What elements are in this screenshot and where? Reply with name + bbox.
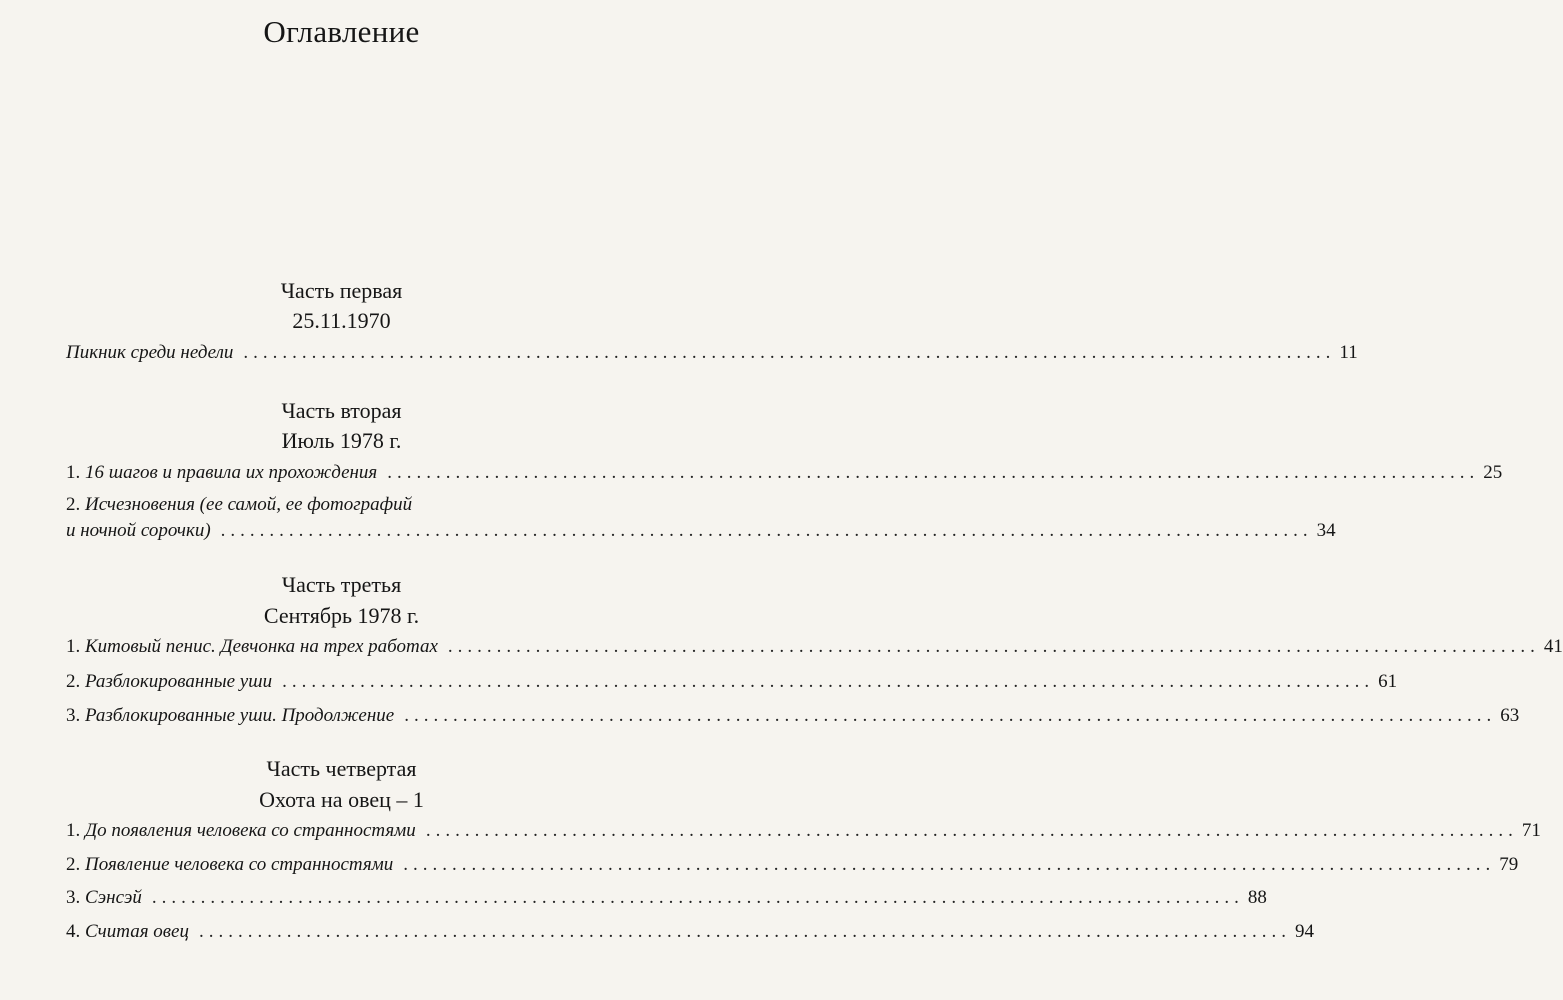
toc-entry-part1-1[interactable] [66, 340, 1358, 366]
entry-title: До появления человека со странностями [85, 820, 416, 841]
toc-entry-part2-1[interactable] [66, 460, 1503, 486]
entry-page-number: 63 [1500, 705, 1520, 726]
part-1-title: Часть первая [280, 278, 403, 303]
dot-leader: ................................................................................................................ [198, 921, 1291, 942]
entry-title-line2: и ночной сорочки) [66, 520, 211, 541]
toc-title: Оглавление [263, 14, 420, 49]
toc-entry-part3-1[interactable] [66, 634, 1563, 660]
dot-leader: ................................................................................................................ [447, 636, 1540, 657]
part-4-subtitle: Охота на овец – 1 [259, 787, 424, 812]
dot-leader: ................................................................................................................ [220, 520, 1313, 541]
entry-number: 4. [66, 921, 81, 942]
entry-number: 2. [66, 671, 81, 692]
toc-entry-part4-1[interactable] [66, 818, 1541, 844]
entry-title: Разблокированные уши. Продолжение [85, 705, 395, 726]
entry-title: Пикник среди недели [66, 342, 234, 363]
entry-title: Появление человека со странностями [85, 854, 394, 875]
entry-title-line1: Исчезновения (ее самой, ее фотографий [85, 494, 413, 515]
entry-number: 3. [66, 887, 81, 908]
entry-page-number: 41 [1543, 636, 1563, 657]
part-4-title: Часть четвертая [266, 756, 417, 781]
entry-number: 1. [66, 820, 81, 841]
toc-entry-part3-2[interactable] [66, 669, 1398, 695]
dot-leader: ................................................................................................................ [403, 854, 1496, 875]
entry-page-number: 71 [1521, 820, 1541, 841]
dot-leader: ................................................................................................................ [387, 462, 1480, 483]
entry-title: Сэнсэй [85, 887, 142, 908]
dot-leader: ................................................................................................................ [404, 705, 1497, 726]
entry-page-number: 94 [1294, 921, 1314, 942]
entry-page-number: 88 [1247, 887, 1267, 908]
dot-leader: ................................................................................................................ [282, 671, 1375, 692]
entry-page-number: 79 [1499, 854, 1519, 875]
part-2-title: Часть вторая [281, 398, 402, 423]
entry-title: Считая овец [85, 921, 189, 942]
entry-number: 1. [66, 636, 81, 657]
toc-entry-part3-3[interactable] [66, 703, 1520, 729]
entry-page-number: 34 [1316, 520, 1336, 541]
entry-title: Разблокированные уши [85, 671, 273, 692]
part-1-subtitle: 25.11.1970 [292, 308, 391, 333]
part-2-subtitle: Июль 1978 г. [281, 428, 402, 453]
entry-title: Китовый пенис. Девчонка на трех работах [85, 636, 438, 657]
toc-entry-part2-2[interactable] [66, 492, 1336, 544]
entry-page-number: 11 [1339, 342, 1358, 363]
part-3-title: Часть третья [281, 572, 402, 597]
part-3-subtitle: Сентябрь 1978 г. [263, 603, 420, 628]
entry-page-number: 25 [1483, 462, 1503, 483]
dot-leader: ................................................................................................................ [425, 820, 1518, 841]
entry-page-number: 61 [1378, 671, 1398, 692]
dot-leader: ................................................................................................................ [243, 342, 1336, 363]
entry-number: 2. [66, 854, 81, 875]
toc-entry-part4-4[interactable] [66, 919, 1314, 945]
entry-number: 3. [66, 705, 81, 726]
dot-leader: ................................................................................................................ [151, 887, 1244, 908]
entry-number: 1. [66, 462, 81, 483]
toc-entry-part4-3[interactable] [66, 885, 1267, 911]
toc-entry-part4-2[interactable] [66, 852, 1519, 878]
entry-title: 16 шагов и правила их прохождения [85, 462, 378, 483]
entry-number: 2. [66, 494, 81, 515]
